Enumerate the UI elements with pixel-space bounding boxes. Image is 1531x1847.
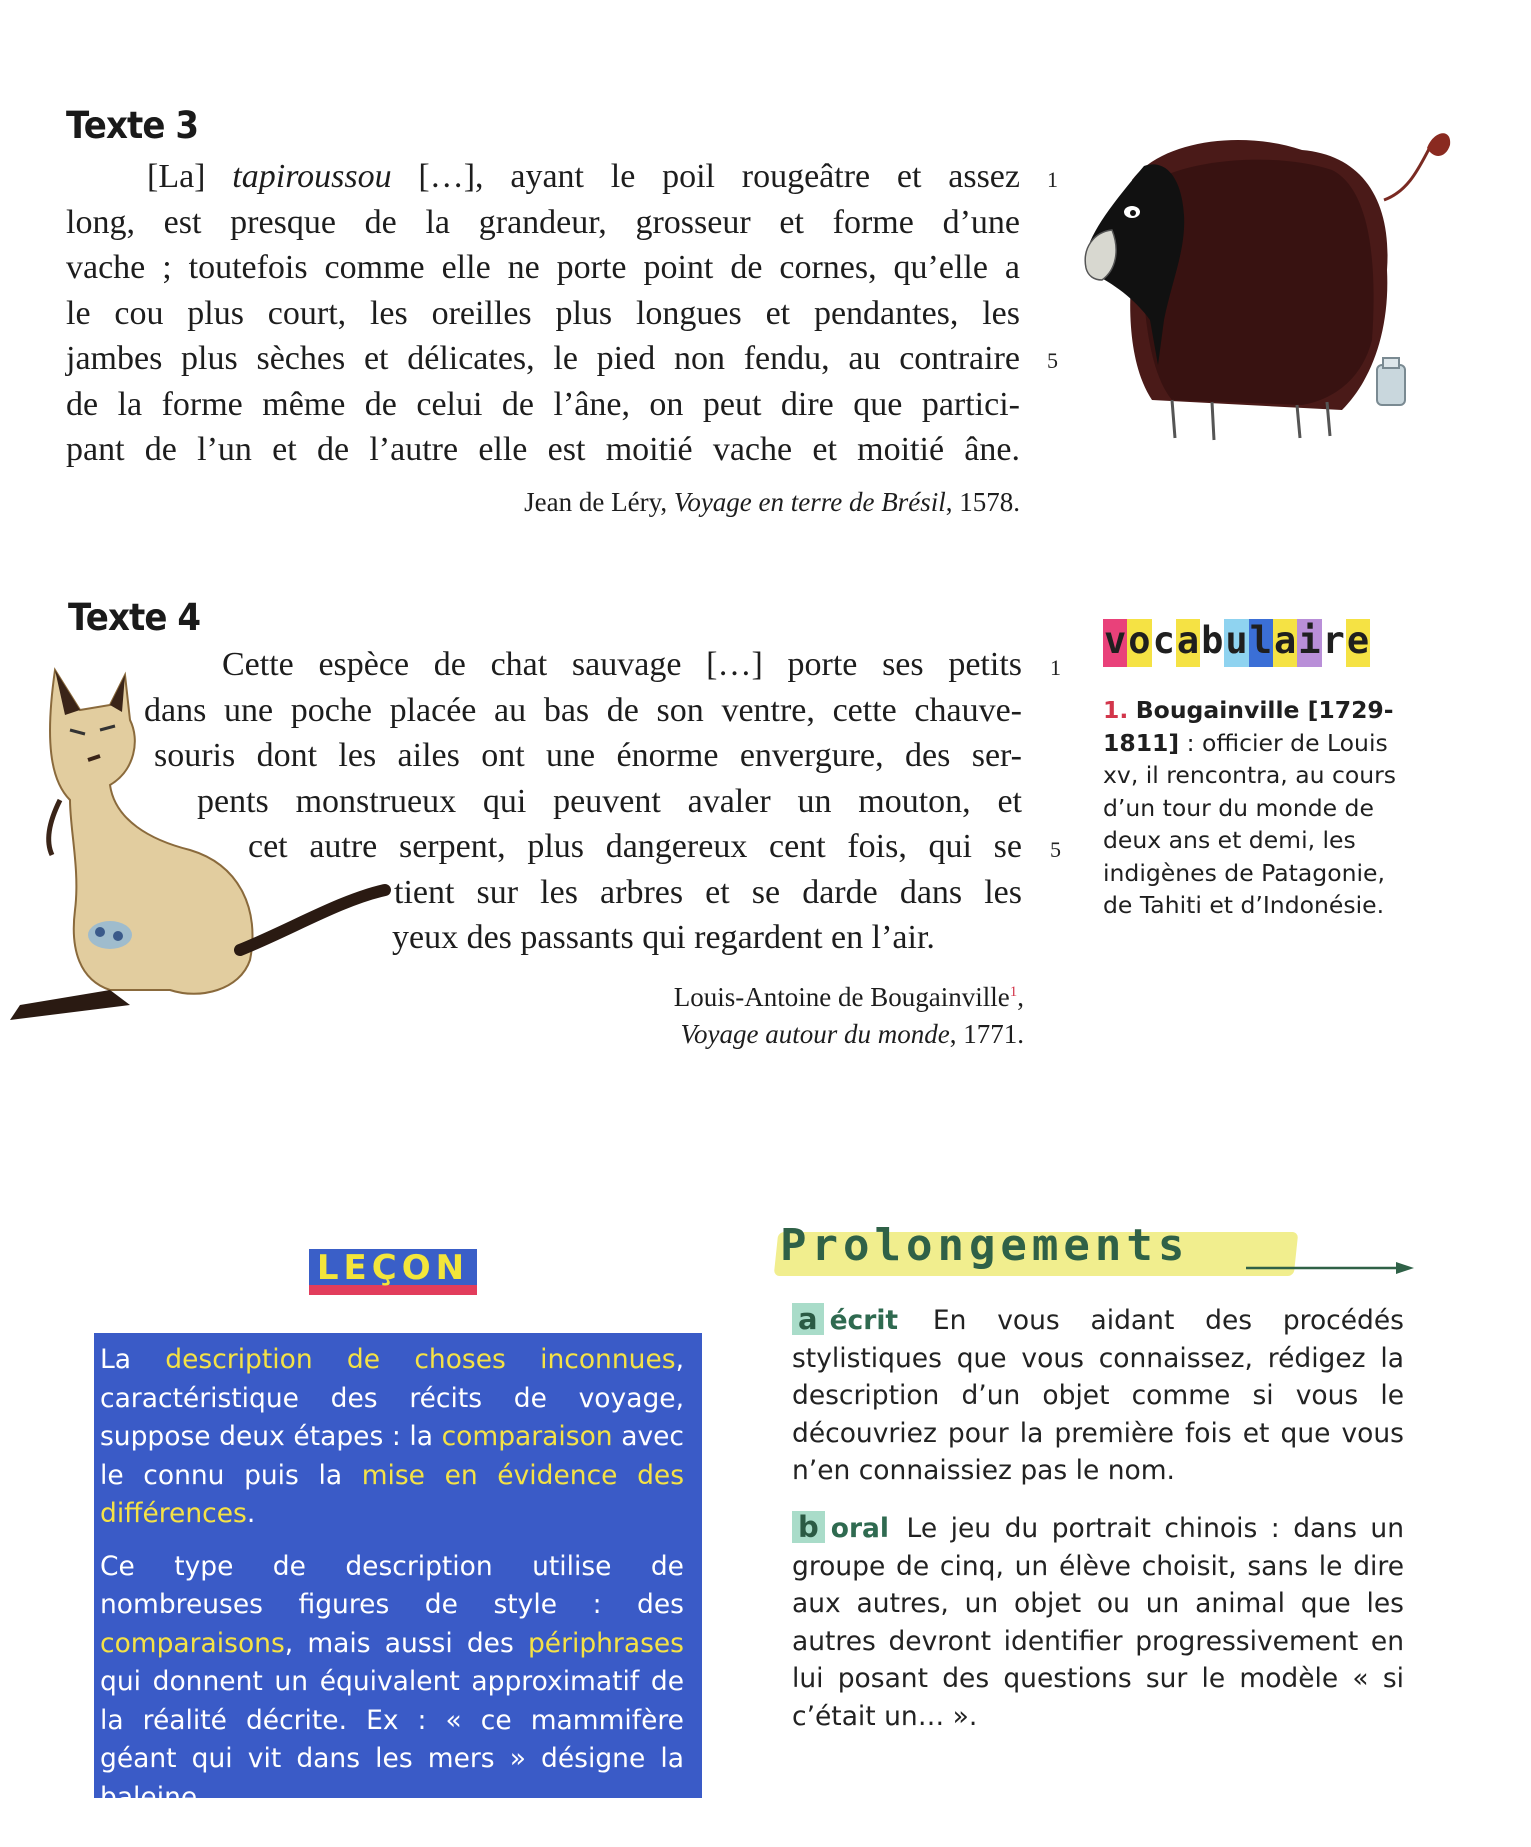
- texte3-body: [66, 154, 1020, 473]
- texte4-line-7: yeux des passants qui regardent en l’air.: [392, 919, 935, 956]
- texte4-line-4: pents monstrueux qui peuvent avaler un mouton, et: [197, 782, 1022, 820]
- vocab-letter: l: [1249, 619, 1273, 667]
- texte3-heading: Texte 3: [66, 104, 199, 147]
- texte3-line-6: de la forme même de celui de l’âne, on peut dire que partici-: [66, 385, 1020, 423]
- cat-illustration: [0, 660, 400, 1030]
- vocab-letter: o: [1127, 619, 1151, 667]
- texte4-line-number-1: 1: [1050, 655, 1061, 680]
- exercise-b: [792, 1510, 1404, 1735]
- texte4-line-number-5: 5: [1050, 837, 1061, 862]
- exercise-a-kind: écrit: [829, 1305, 899, 1336]
- note-term: Bougainville [1729-1811]: [1103, 696, 1394, 757]
- exercise-a-text: En vous aidant des procédés stylistiques que vous connaissez, rédigez la description d’un objet comme si vous le découvriez pour la première fois et que vous n’en connaissiez pas le nom.: [792, 1305, 1404, 1486]
- note-text: : officier de Louis xv, il rencontra, au cours d’un tour du monde de deux ans et demi, les indigènes de Patagonie, de Tahiti et d’Indonésie.: [1103, 728, 1397, 919]
- exercise-b-text: Le jeu du portrait chinois : dans un groupe de cinq, un élève choisit, sans le dire aux autres, un objet ou un animal que les autres devront identifier progressivement en lui posant des questions sur le modèle « si c’était un… ».: [792, 1513, 1404, 1732]
- texte3-line-number-1: 1: [1047, 167, 1058, 192]
- lecon-title: LEÇON: [309, 1249, 477, 1295]
- texte4-line-5: cet autre serpent, plus dangereux cent fois, qui se: [248, 828, 1022, 865]
- texte3-line-5: jambes plus sèches et délicates, le pied non fendu, au contraire: [66, 340, 1020, 377]
- vocab-letter: r: [1322, 619, 1346, 667]
- lecon-paragraph-1: La description de choses inconnues, caractéristique des récits de voyage, suppose deux étapes : la comparaison avec le connu puis la mise en évidence des différences.: [100, 1344, 684, 1529]
- exercise-b-badge: b: [792, 1511, 825, 1543]
- vocab-letter: a: [1176, 619, 1200, 667]
- vocab-letter: v: [1103, 619, 1127, 667]
- exercise-a-badge: a: [792, 1303, 824, 1335]
- texte3-line-7: pant de l’un et de l’autre elle est moitié vache et moitié âne.: [66, 431, 1020, 468]
- texte4-citation: Louis-Antoine de Bougainville$^1$, Voyage autour du monde, 1771.: [673, 982, 1024, 1049]
- lecon-paragraph-2: Ce type de description utilise de nombreuses figures de style : des comparaisons, mais aussi des périphrases qui donnent un équivalent approximatif de la réalité décrite. Ex : « ce mammifère géant qui vit dans les mers » désigne la baleine.: [100, 1550, 684, 1813]
- arrow-right-icon: [1246, 1260, 1416, 1276]
- vocab-letter: i: [1297, 619, 1321, 667]
- vocabulaire-note: [1103, 694, 1403, 922]
- vocab-letter: b: [1200, 619, 1224, 667]
- vocab-letter: e: [1346, 619, 1370, 667]
- footnote-ref-1[interactable]: 1: [1009, 984, 1018, 1000]
- texte3-line-1: [La] tapiroussou […], ayant le poil rougeâtre et assez: [147, 158, 1020, 195]
- texte3-line-2: long, est presque de la grandeur, grosseur et forme d’une: [66, 203, 1020, 241]
- prolongements-title: Prolongements: [780, 1220, 1190, 1271]
- vocabulaire-title: [1103, 619, 1370, 667]
- exercise-b-kind: oral: [830, 1513, 890, 1544]
- texte3-line-3: vache ; toutefois comme elle ne porte point de cornes, qu’elle a: [66, 249, 1020, 286]
- lecon-box: [94, 1333, 702, 1813]
- texte3-line-number-5: 5: [1047, 348, 1058, 373]
- texte4-line-3: souris dont les ailes ont une énorme envergure, des ser-: [154, 737, 1022, 774]
- vocab-letter: a: [1273, 619, 1297, 667]
- prolongements-header: [776, 1220, 1416, 1280]
- vocab-letter: c: [1152, 619, 1176, 667]
- texte4-line-6: tient sur les arbres et se darde dans les: [394, 873, 1022, 911]
- vocab-letter: u: [1224, 619, 1248, 667]
- exercise-a: [792, 1302, 1404, 1490]
- texte3-line-4: le cou plus court, les oreilles plus longues et pendantes, les: [66, 294, 1020, 332]
- note-number: 1.: [1103, 696, 1129, 724]
- texte4-line-1: Cette espèce de chat sauvage […] porte ses petits: [222, 646, 1022, 683]
- tapir-illustration: [1072, 120, 1462, 455]
- texte3-citation: Jean de Léry, Voyage en terre de Brésil, 1578.: [524, 487, 1020, 517]
- texte4-line-2: dans une poche placée au bas de son ventre, cette chauve-: [144, 691, 1022, 729]
- texte4-heading: Texte 4: [68, 596, 201, 639]
